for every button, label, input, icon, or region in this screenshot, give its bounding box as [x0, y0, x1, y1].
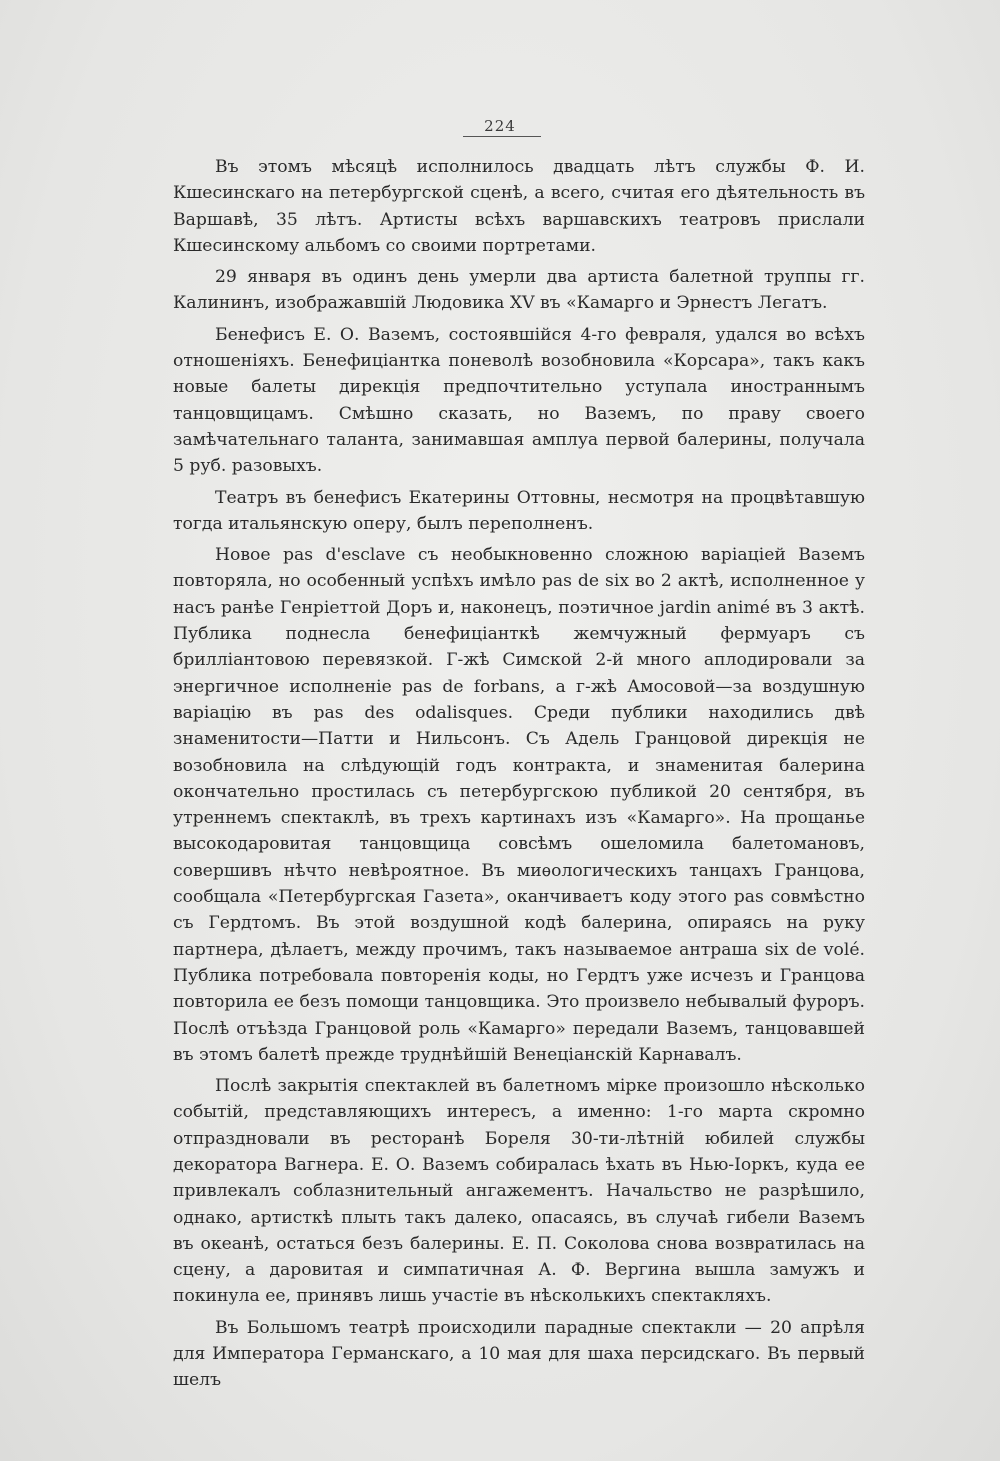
paragraph: Послѣ закрытія спектаклей въ балетномъ мірке произошло нѣсколько событій, представляющихъ интересъ, а именно: 1-го марта скромно отпраздновали въ ресторанѣ Бореля 30-ти-лѣтній юбилей службы декоратора Вагнера. Е. О. Ваземъ собиралась ѣхать въ Нью-Іоркъ, куда ее привлекалъ соблазнительный ангажементъ. Начальство не разрѣшило, однако, артисткѣ плыть такъ далеко, опасаясь, въ случаѣ гибели Ваземъ въ океанѣ, остаться безъ балерины. Е. П. Соколова снова возвратилась на сцену, а даровитая и симпатичная А. Ф. Вергина вышла замужъ и покинула ее, принявъ лишь участіе въ нѣсколькихъ спектакляхъ. — [173, 1076, 865, 1307]
page-number: 224 — [484, 117, 516, 135]
paragraph: Бенефисъ Е. О. Ваземъ, состоявшійся 4-го февраля, удался во всѣхъ отношеніяхъ. Бенефиціантка поневолѣ возобновила «Корсара», такъ какъ новые балеты дирекція предпочтительно уступала иностраннымъ танцовщицамъ. Смѣшно сказать, но Ваземъ, по праву своего замѣчательнаго таланта, занимавшая амплуа первой балерины, получала 5 руб. разовыхъ. — [173, 324, 865, 477]
header-rule — [463, 136, 541, 137]
paragraph: Театръ въ бенефисъ Екатерины Оттовны, несмотря на процвѣтавшую тогда итальянскую оперу, былъ переполненъ. — [173, 487, 865, 534]
paragraph: Новое pas d'esclave съ необыкновенно сложною варіацiей Ваземъ повторяла, но особенный успѣхъ имѣло pas de six во 2 актѣ, исполненное у насъ ранѣе Генріеттой Доръ и, наконецъ, поэтичное jardin animé въ 3 актѣ. Публика поднесла бенефиціанткѣ жемчужный фермуаръ съ бриллiантовою перевязкой. Г-жѣ Симской 2-й много аплодировали за энергичное исполненіе pas de forbans, а г-жѣ Амосовой—за воздушную варiацiю въ pas des odalisques. Среди публики находились двѣ знаменитости—Патти и Нильсонъ. Съ Адель Гранцовой дирекція не возобновила на слѣдующій годъ контракта, и знаменитая балерина окончательно простилась съ петербургскою публикой 20 сентября, въ утреннемъ спектаклѣ, въ трехъ картинахъ изъ «Камарго». На прощанье высокодаровитая танцовщица совсѣмъ ошеломила балетомановъ, совершивъ нѣчто невѣроятное. Въ миѳологическихъ танцахъ Гранцова, сообщала «Петербургская Газета», оканчиваетъ коду этого pas совмѣстно съ Гердтомъ. Въ этой воздушной кодѣ балерина, опираясь на руку партнера, дѣлаетъ, между прочимъ, такъ называемое антраша six de volé. Публика потребовала повторенія коды, но Гердтъ уже исчезъ и Гранцова повторила ее безъ помощи танцовщика. Это произвело небывалый фуроръ. Послѣ отъѣзда Гранцовой роль «Камарго» передали Ваземъ, танцовавшей въ этомъ балетѣ прежде труднѣйшій Венеціанскій Карнавалъ. — [173, 545, 865, 1065]
paragraph: Въ Большомъ театрѣ происходили парадные спектакли — 20 апрѣля для Императора Германскаго, а 10 мая для шаха персидскаго. Въ первый шелъ — [173, 1317, 865, 1391]
body-text — [173, 154, 865, 1399]
paragraph: 29 января въ одинъ день умерли два артиста балетной труппы гг. Калининъ, изображавшій Людовика XV въ «Камарго и Эрнестъ Легатъ. — [173, 267, 865, 314]
paragraph: Въ этомъ мѣсяцѣ исполнилось двадцать лѣтъ службы Ф. И. Кшесинскаго на петербургской сценѣ, а всего, считая его дѣятельность въ Варшавѣ, 35 лѣтъ. Артисты всѣхъ варшавскихъ театровъ прислали Кшесинскому альбомъ со своими портретами. — [173, 157, 865, 256]
